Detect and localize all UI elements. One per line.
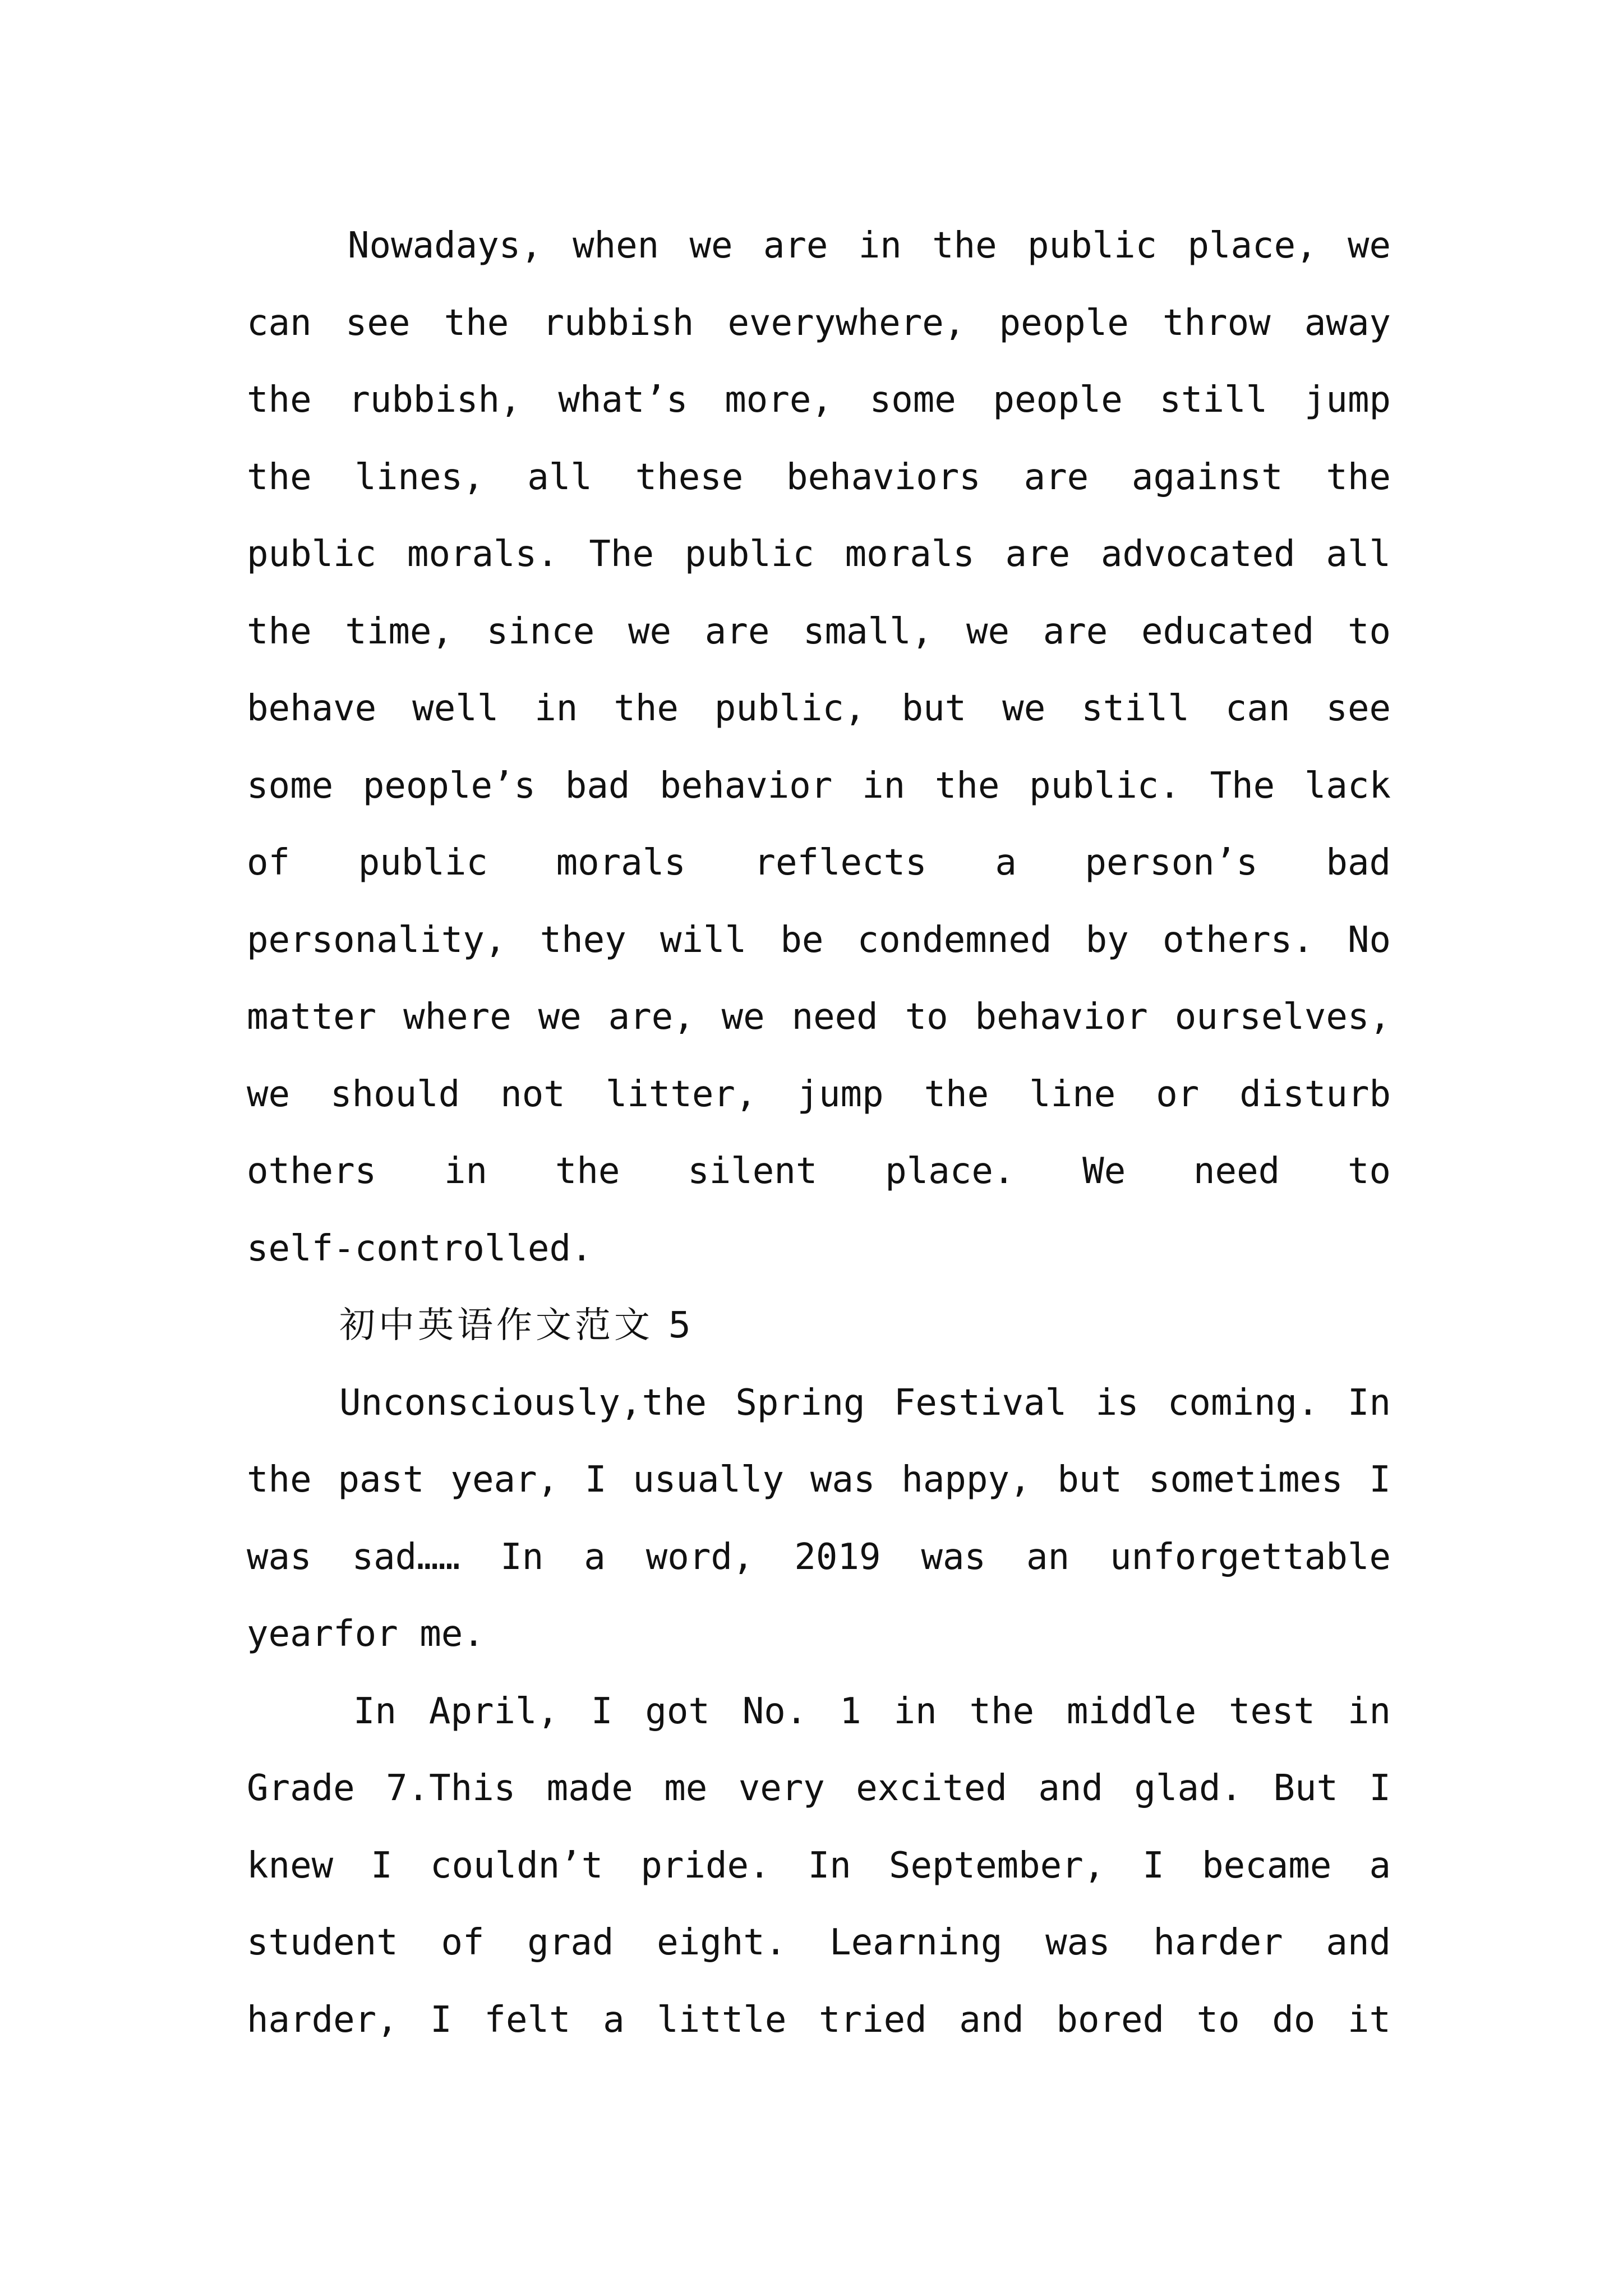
paragraph-1-line-8: some people’s bad behavior in the public. The lack [247,765,1391,807]
paragraph-1-line-2: can see the rubbish everywhere, people throw away [247,302,1391,344]
paragraph-1-line-13: others in the silent place. We need to [247,1151,1391,1192]
paragraph-1-line-12: we should not litter, jump the line or disturb [247,1073,1391,1115]
paragraph-2-line-3: was sad…… In a word, 2019 was an unforgettable [247,1536,1391,1578]
paragraph-3-line-1: In April, I got No. 1 in the middle test in [353,1690,1391,1732]
paragraph-2-line-1: Unconsciously,the Spring Festival is coming. In [339,1382,1391,1424]
paragraph-2-line-2: the past year, I usually was happy, but sometimes I [247,1459,1391,1501]
paragraph-3-line-4: student of grad eight. Learning was harder and [247,1922,1391,1963]
paragraph-1-line-10: personality, they will be condemned by others. No [247,919,1391,961]
paragraph-1-line-7: behave well in the public, but we still can see [247,688,1391,729]
paragraph-3-line-2: Grade 7.This made me very excited and glad. But I [247,1768,1391,1809]
section-heading: 初中英语作文范文 5 [339,1305,695,1346]
paragraph-1-line-14: self-controlled. [247,1227,593,1269]
paragraph-1-line-6: the time, since we are small, we are educated to [247,610,1391,652]
paragraph-1-line-3: the rubbish, what’s more, some people still jump [247,379,1391,421]
paragraph-3-line-3: knew I couldn’t pride. In September, I became a [247,1844,1391,1887]
paragraph-1-line-4: the lines, all these behaviors are against the [247,456,1391,498]
paragraph-1-line-9: of public morals reflects a person’s bad [247,842,1391,884]
essay-text [247,208,1391,2059]
paragraph-2-line-4: yearfor me. [247,1613,485,1655]
paragraph-1-line-1: Nowadays, when we are in the public place, we [348,225,1391,266]
paragraph-1-line-11: matter where we are, we need to behavior ourselves, [247,996,1391,1038]
paragraph-1-line-5: public morals. The public morals are advocated all [247,533,1391,575]
paragraph-3-line-5: harder, I felt a little tried and bored to do it [247,1999,1391,2041]
